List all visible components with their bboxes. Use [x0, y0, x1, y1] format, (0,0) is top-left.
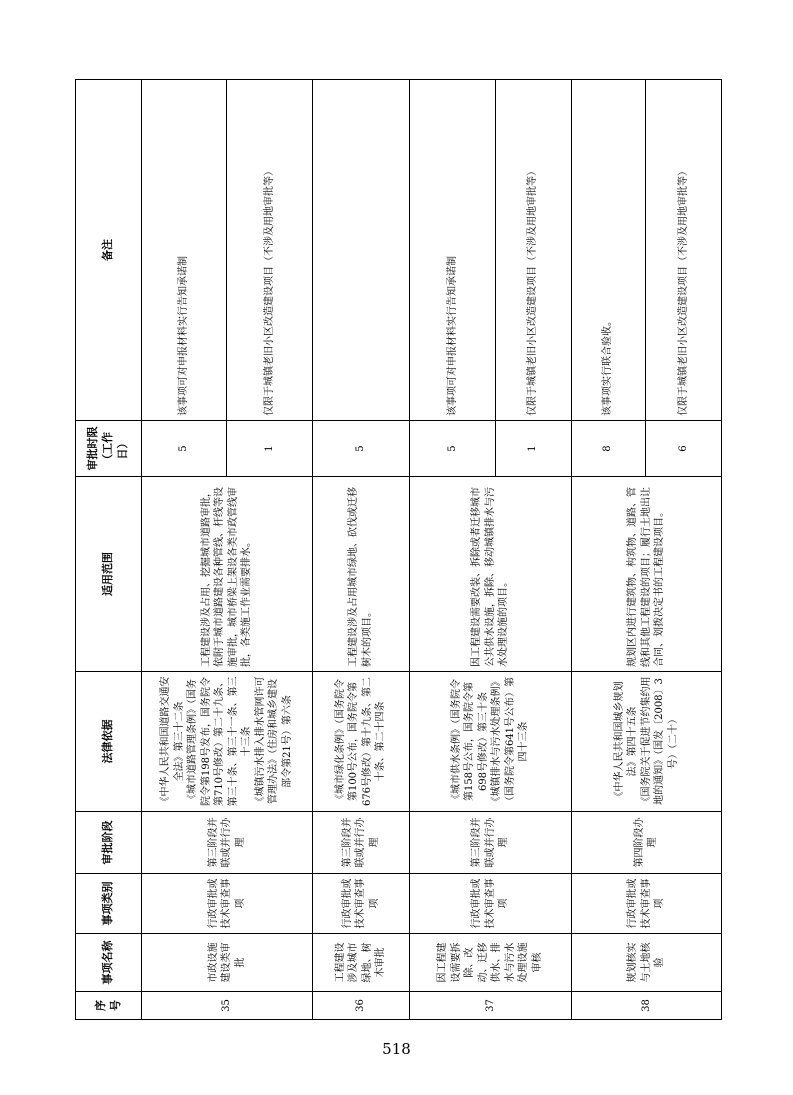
table-row — [410, 80, 495, 1020]
basis-line: 《城镇排水与污水处理条例》（国务院令第641号公布）第四十三条 — [491, 676, 530, 807]
header-cell: 审批时限（工作日） — [76, 421, 142, 477]
cell-stage: 第三阶段并联或并行办理 — [312, 812, 409, 874]
cell-deadline: 6 — [645, 421, 721, 477]
cell-category: 行政审批或技术审查事项 — [410, 874, 572, 934]
cell-no: 38 — [571, 992, 721, 1020]
cell-basis — [312, 672, 409, 812]
header-cell: 适用范围 — [76, 477, 142, 672]
cell-basis — [142, 672, 313, 812]
table-row — [571, 80, 645, 1020]
cell-name: 因工程建设需要拆除、改动、迁移供水、排水与污水处理设施审核 — [410, 934, 572, 992]
cell-category: 行政审批或技术审查事项 — [571, 874, 721, 934]
cell-name: 工程建设涉及城市绿地、树木审批 — [312, 934, 409, 992]
cell-deadline: 8 — [571, 421, 645, 477]
table-row — [312, 80, 409, 1020]
basis-line: 《城市绿化条例》（国务院令第100号公布，国务院令第676号修改）第十九条、第二十条、第二十四条 — [334, 676, 387, 807]
cell-basis — [571, 672, 721, 812]
cell-remark: 该事项实行联合验收。 — [571, 80, 645, 421]
basis-line: 《中华人民共和国城乡规划法》第四十五条 — [613, 681, 639, 802]
cell-scope: 规划区内进行建筑物、构筑物、道路、管线和其他工程建设的项目；履行土地出让合同、划拨决定书的工程建设项目。 — [571, 477, 721, 672]
basis-line: 《城市道路管理条例》（国务院令第198号发布，国务院令第710号修改）第二十九条、第三十条、第三十一条、第三十三条 — [187, 676, 253, 807]
cell-scope: 因工程建设需要改装、拆除或者迁移城市公共供水设施，拆除、移动城镇排水与污水处理设施的项目。 — [410, 477, 572, 672]
basis-line: 《中华人民共和国道路交通安全法》第三十二条 — [160, 676, 185, 807]
cell-scope: 工程建设涉及占用、挖掘城市道路审批，依附于城市道路建设各种管线、杆线等设施审批，城市桥梁上架设各类市政管线审批，各类施工作业需要排水。 — [142, 477, 313, 672]
header-cell: 事项名称 — [76, 934, 142, 992]
approval-items-table — [75, 79, 722, 1020]
cell-remark: 仅限于城镇老旧小区改造建设项目（不涉及用地审批等） — [227, 80, 312, 421]
cell-deadline: 1 — [495, 421, 571, 477]
cell-deadline: 5 — [312, 421, 409, 477]
cell-category: 行政审批或技术审查事项 — [142, 874, 313, 934]
header-cell: 法律依据 — [76, 672, 142, 812]
cell-remark: 该事项可对申报材料实行告知承诺制 — [142, 80, 227, 421]
cell-no: 36 — [312, 992, 409, 1020]
cell-deadline: 5 — [410, 421, 495, 477]
header-cell: 审批阶段 — [76, 812, 142, 874]
table-row — [142, 80, 227, 1020]
header-cell: 序号 — [76, 992, 142, 1020]
cell-stage: 第四阶段办理 — [571, 812, 721, 874]
cell-stage: 第三阶段并联或并行办理 — [142, 812, 313, 874]
cell-name: 市政设施建设类审批 — [142, 934, 313, 992]
cell-remark — [312, 80, 409, 421]
header-cell: 事项类别 — [76, 874, 142, 934]
cell-remark: 仅限于城镇老旧小区改造建设项目（不涉及用地审批等） — [495, 80, 571, 421]
cell-no: 35 — [142, 992, 313, 1020]
cell-scope: 工程建设涉及占用城市绿地、砍伐或迁移树木的项目。 — [312, 477, 409, 672]
cell-stage: 第三阶段并联或并行办理 — [410, 812, 572, 874]
cell-category: 行政审批或技术审查事项 — [312, 874, 409, 934]
basis-line: 《城镇污水排入排水管网许可管理办法》（住房和城乡建设部令第21号）第六条 — [254, 676, 293, 807]
header-cell: 备注 — [76, 80, 142, 421]
rotated-table-container — [75, 80, 722, 1020]
basis-line: 《国务院关于促进节约集约用地的通知》（国发〔2008〕3号）（二十） — [640, 676, 679, 807]
cell-deadline: 5 — [142, 421, 227, 477]
cell-deadline: 1 — [227, 421, 312, 477]
cell-remark: 该事项可对申报材料实行告知承诺制 — [410, 80, 495, 421]
page-number: 518 — [382, 1040, 411, 1058]
cell-remark: 仅限于城镇老旧小区改造建设项目（不涉及用地审批等） — [645, 80, 721, 421]
cell-name: 规划核实与土地核验 — [571, 934, 721, 992]
cell-no: 37 — [410, 992, 572, 1020]
cell-basis — [410, 672, 572, 812]
basis-line: 《城市供水条例》（国务院令第158号公布，国务院令第698号修改）第三十条 — [450, 679, 489, 804]
header-row — [76, 80, 142, 1020]
